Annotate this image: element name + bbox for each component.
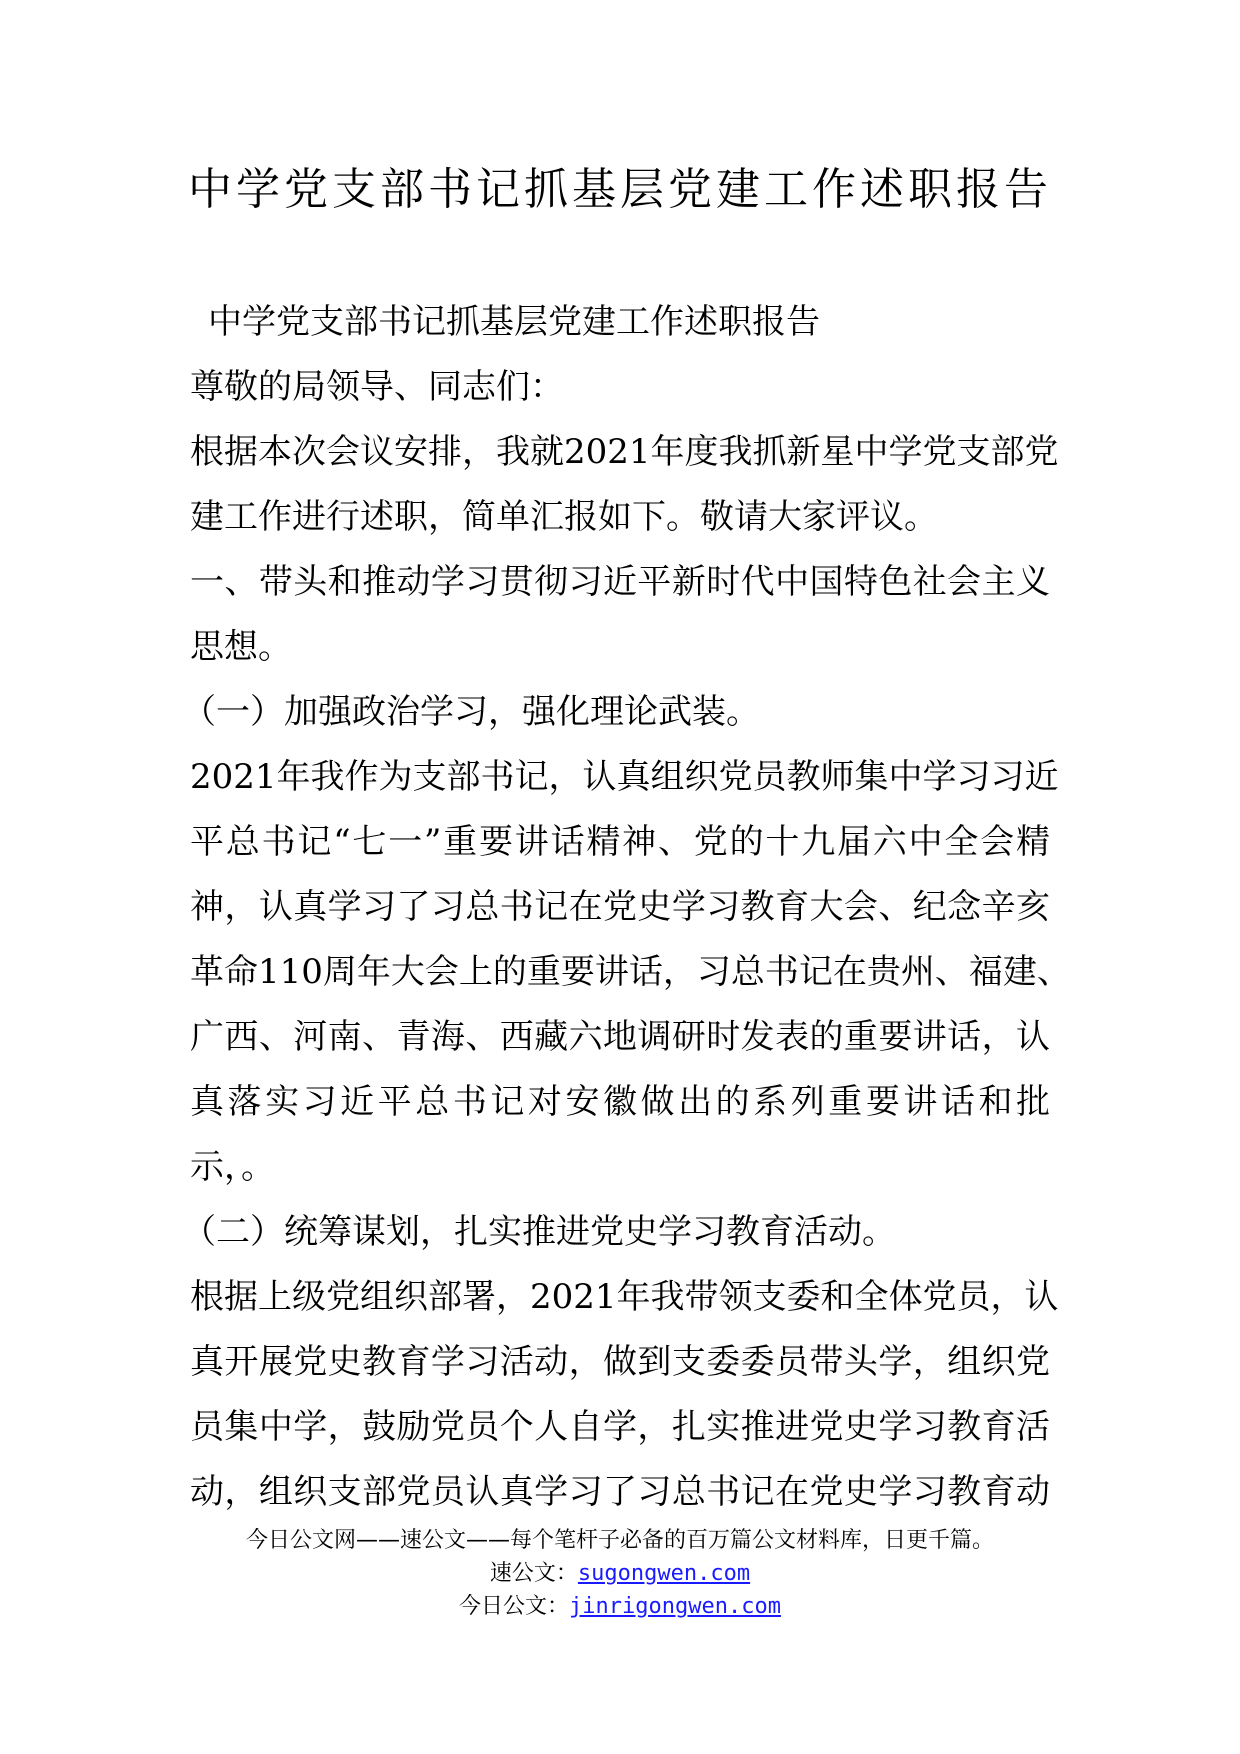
jinrigongwen-link[interactable]: jinrigongwen.com <box>569 1594 781 1619</box>
paragraph-line: 真落实习近平总书记对安徽做出的系列重要讲话和批 <box>190 1082 1050 1122</box>
document-body <box>182 290 1071 1525</box>
section-heading-line: 思想。 <box>190 627 292 667</box>
footer-sugong-row <box>0 1557 1240 1590</box>
section-heading-line: 一、带头和推动学习贯彻习近平新时代中国特色社会主义 <box>190 562 1050 602</box>
paragraph-line: 建工作进行述职，简单汇报如下。敬请大家评议。 <box>190 497 938 537</box>
footer-jinri-label: 今日公文： <box>459 1594 570 1619</box>
footer <box>0 1524 1240 1623</box>
paragraph-line: 2021年我作为支部书记，认真组织党员教师集中学习习近 <box>190 757 1059 797</box>
footer-slogan: 今日公文网——速公文——每个笔杆子必备的百万篇公文材料库，日更千篇。 <box>245 1528 994 1553</box>
subtitle-line: 中学党支部书记抓基层党建工作述职报告 <box>208 302 820 342</box>
paragraph-line: 根据上级党组织部署，2021年我带领支委和全体党员，认 <box>190 1277 1059 1317</box>
subsection-heading-line: （二）统筹谋划，扎实推进党史学习教育活动。 <box>182 1212 896 1252</box>
paragraph-line: 神，认真学习了习总书记在党史学习教育大会、纪念辛亥 <box>190 887 1050 927</box>
page-title: 中学党支部书记抓基层党建工作述职报告 <box>188 164 1052 215</box>
paragraph-line: 员集中学，鼓励党员个人自学，扎实推进党史学习教育活 <box>190 1407 1050 1447</box>
paragraph-line: 平总书记“七一”重要讲话精神、党的十九届六中全会精 <box>190 822 1050 862</box>
footer-sugong-label: 速公文： <box>489 1561 578 1586</box>
sugongwen-link[interactable]: sugongwen.com <box>577 1561 751 1586</box>
paragraph-line: 革命110周年大会上的重要讲话，习总书记在贵州、福建、 <box>190 952 1071 992</box>
paragraph-line: 示，。 <box>190 1147 275 1187</box>
salutation-line: 尊敬的局领导、同志们： <box>190 367 564 407</box>
paragraph-line: 动，组织支部党员认真学习了习总书记在党史学习教育动 <box>190 1472 1050 1512</box>
paragraph-line: 广西、河南、青海、西藏六地调研时发表的重要讲话，认 <box>190 1017 1050 1057</box>
paragraph-line: 根据本次会议安排，我就2021年度我抓新星中学党支部党 <box>190 432 1059 472</box>
footer-jinri-row <box>0 1590 1240 1623</box>
subsection-heading-line: （一）加强政治学习，强化理论武装。 <box>182 692 760 732</box>
paragraph-line: 真开展党史教育学习活动，做到支委委员带头学，组织党 <box>190 1342 1050 1382</box>
